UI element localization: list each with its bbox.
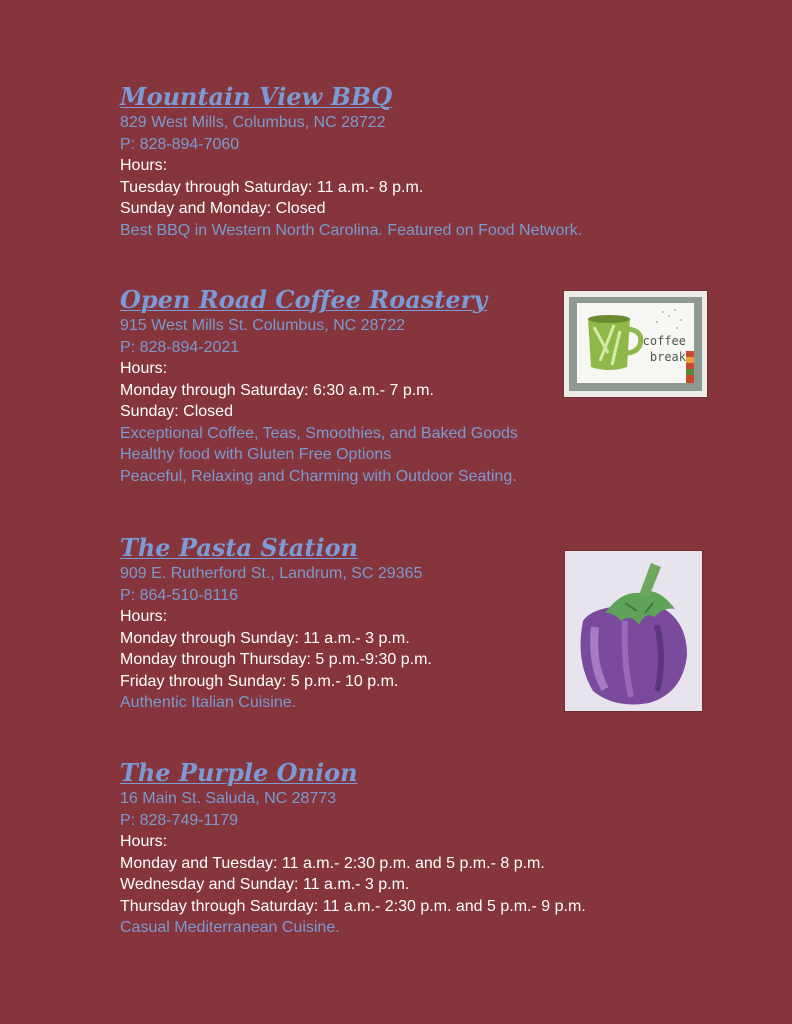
restaurant-address: 16 Main St. Saluda, NC 28773 <box>120 790 337 807</box>
restaurant-note: Authentic Italian Cuisine. <box>120 694 297 711</box>
restaurant-address: 915 West Mills St. Columbus, NC 28722 <box>120 317 406 334</box>
hours-line: Sunday: Closed <box>120 403 233 420</box>
hours-line: Monday through Thursday: 5 p.m.-9:30 p.m. <box>120 651 432 668</box>
hours-line: Tuesday through Saturday: 11 a.m.- 8 p.m. <box>120 178 424 196</box>
restaurant-phone: P: 828-894-7060 <box>120 135 240 153</box>
eggplant-image <box>565 551 702 711</box>
restaurant-name: Open Road Coffee Roastery <box>120 285 488 314</box>
caption-line: break <box>649 350 686 364</box>
hours-line: Wednesday and Sunday: 11 a.m.- 3 p.m. <box>120 876 410 893</box>
restaurant-entry-purple-onion <box>120 758 680 939</box>
hours-label: Hours: <box>120 360 168 377</box>
hours-line: Sunday and Monday: Closed <box>120 200 326 217</box>
eggplant-icon <box>565 551 702 711</box>
coffee-break-image <box>564 291 707 397</box>
hours-label: Hours: <box>120 608 168 625</box>
restaurant-name: The Purple Onion <box>120 758 358 787</box>
restaurant-phone: P: 828-894-2021 <box>120 338 240 356</box>
restaurant-phone: P: 828-749-1179 <box>120 811 239 829</box>
coffee-break-caption <box>642 333 686 365</box>
restaurant-name: Mountain View BBQ <box>120 82 393 111</box>
restaurant-note: Best BBQ in Western North Carolina. Featured on Food Network. <box>120 221 583 239</box>
restaurant-name: The Pasta Station <box>120 533 359 562</box>
caption-line: coffee <box>642 334 686 348</box>
hours-line: Monday and Tuesday: 11 a.m.- 2:30 p.m. and 5 p.m.- 8 p.m. <box>120 854 545 872</box>
hours-label: Hours: <box>120 833 168 850</box>
restaurant-entry-mountain-view-bbq <box>120 82 680 241</box>
restaurant-address: 909 E. Rutherford St., Landrum, SC 29365 <box>120 565 423 582</box>
hours-line: Monday through Saturday: 6:30 a.m.- 7 p.m. <box>120 381 434 399</box>
hours-line: Thursday through Saturday: 11 a.m.- 2:30 p.m. and 5 p.m.- 9 p.m. <box>120 897 586 915</box>
restaurant-note: Casual Mediterranean Cuisine. <box>120 919 340 936</box>
restaurant-phone: P: 864-510-8116 <box>120 586 239 604</box>
restaurant-note: Exceptional Coffee, Teas, Smoothies, and Baked Goods <box>120 424 518 442</box>
restaurant-note: Healthy food with Gluten Free Options <box>120 446 392 463</box>
hours-label: Hours: <box>120 157 168 174</box>
hours-line: Friday through Sunday: 5 p.m.- 10 p.m. <box>120 672 399 690</box>
restaurant-note: Peaceful, Relaxing and Charming with Outdoor Seating. <box>120 467 517 485</box>
hours-line: Monday through Sunday: 11 a.m.- 3 p.m. <box>120 629 410 647</box>
restaurant-address: 829 West Mills, Columbus, NC 28722 <box>120 114 386 131</box>
